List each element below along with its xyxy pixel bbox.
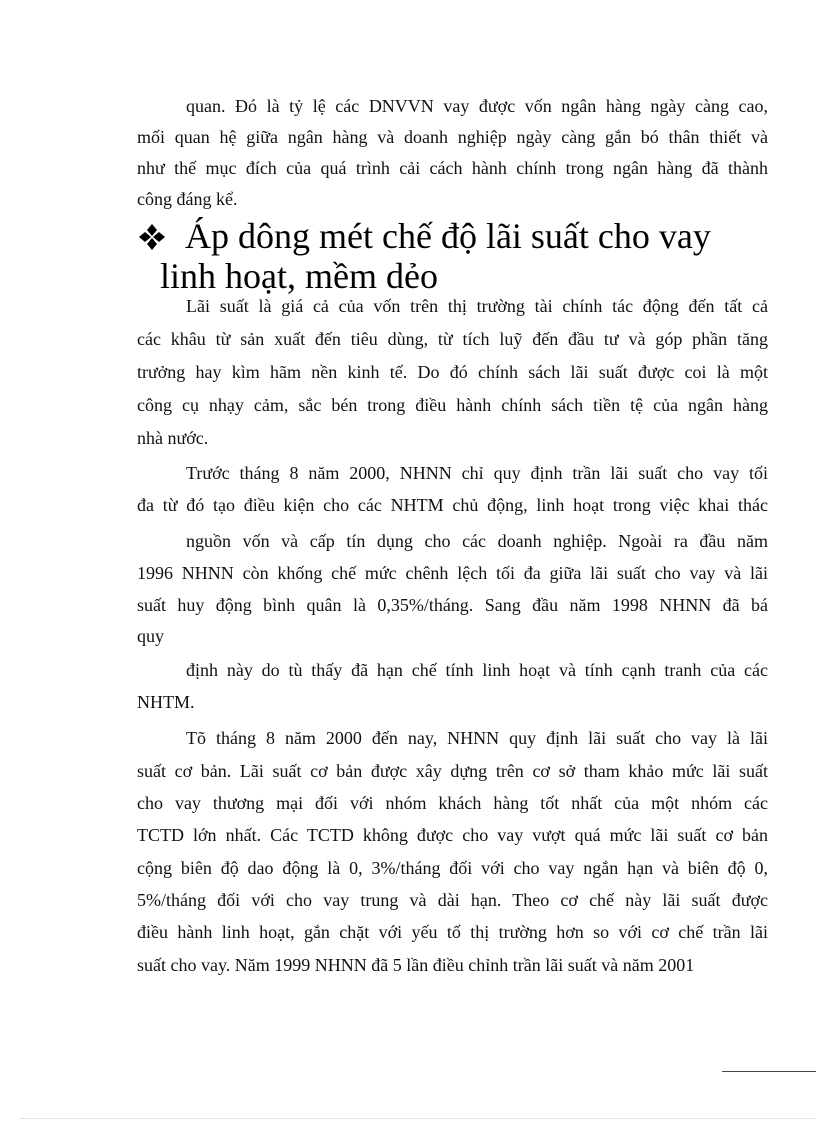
- paragraph-line: cộng biên độ dao động là 0, 3%/tháng đối với cho vay ngắn hạn và biên độ 0,: [137, 858, 768, 878]
- paragraph-line: công đáng kể.: [137, 189, 238, 209]
- paragraph-line: suất huy động bình quân là 0,35%/tháng. Sang đầu năm 1998 NHNN đã bá: [137, 595, 768, 615]
- paragraph-line: quan. Đó là tỷ lệ các DNVVN vay được vốn ngân hàng ngày càng cao,: [186, 96, 768, 116]
- four-diamond-bullet-icon: [137, 222, 167, 252]
- paragraph-line: NHTM.: [137, 692, 195, 712]
- paragraph-line: quy: [137, 626, 164, 646]
- paragraph-line: định này do tù thấy đã hạn chế tính linh hoạt và tính cạnh tranh của các: [186, 660, 768, 680]
- paragraph-line: Trước tháng 8 năm 2000, NHNN chỉ quy định trần lãi suất cho vay tối: [186, 463, 768, 483]
- paragraph-line: 1996 NHNN còn khống chế mức chênh lệch tối đa giữa lãi suất cho vay và lãi: [137, 563, 768, 583]
- paragraph-line: đa từ đó tạo điều kiện cho các NHTM chủ động, linh hoạt trong việc khai thác: [137, 495, 768, 515]
- heading-line-2: linh hoạt, mềm dẻo: [160, 256, 438, 296]
- paragraph-line: điều hành linh hoạt, gắn chặt với yếu tố thị trường hơn so với cơ chế trần lãi: [137, 922, 768, 942]
- paragraph-line: các khâu từ sản xuất đến tiêu dùng, từ tích luỹ đến đầu tư và góp phần tăng: [137, 329, 768, 349]
- paragraph-line: TCTD lớn nhất. Các TCTD không được cho vay vượt quá mức lãi suất cơ bản: [137, 825, 768, 845]
- paragraph-line: công cụ nhạy cảm, sắc bén trong điều hành chính sách tiền tệ của ngân hàng: [137, 395, 768, 415]
- paragraph-line: Lãi suất là giá cả của vốn trên thị trường tài chính tác động đến tất cả: [186, 296, 768, 316]
- paragraph-line: nhà nước.: [137, 428, 209, 448]
- page-bottom-border: [20, 1118, 816, 1119]
- paragraph-line: trưởng hay kìm hãm nền kinh tế. Do đó chính sách lãi suất được coi là một: [137, 362, 768, 382]
- paragraph-line: mối quan hệ giữa ngân hàng và doanh nghiệp ngày càng gắn bó thân thiết và: [137, 127, 768, 147]
- paragraph-line: suất cơ bản. Lãi suất cơ bản được xây dựng trên cơ sở tham khảo mức lãi suất: [137, 761, 768, 781]
- paragraph-line: 5%/tháng đối với cho vay trung và dài hạn. Theo cơ chế này lãi suất được: [137, 890, 768, 910]
- paragraph-line: Tõ tháng 8 năm 2000 đến nay, NHNN quy định lãi suất cho vay là lãi: [186, 728, 768, 748]
- paragraph-line: cho vay thương mại đối với nhóm khách hàng tốt nhất của một nhóm các: [137, 793, 768, 813]
- paragraph-line: suất cho vay. Năm 1999 NHNN đã 5 lần điều chỉnh trần lãi suất và năm 2001: [137, 955, 695, 975]
- footnote-separator: [722, 1071, 816, 1072]
- heading-line-1: Áp dông mét chế độ lãi suất cho vay: [185, 216, 711, 256]
- paragraph-line: như thế mục đích của quá trình cải cách hành chính trong ngân hàng đã thành: [137, 158, 768, 178]
- paragraph-line: nguồn vốn và cấp tín dụng cho các doanh nghiệp. Ngoài ra đầu năm: [186, 531, 768, 551]
